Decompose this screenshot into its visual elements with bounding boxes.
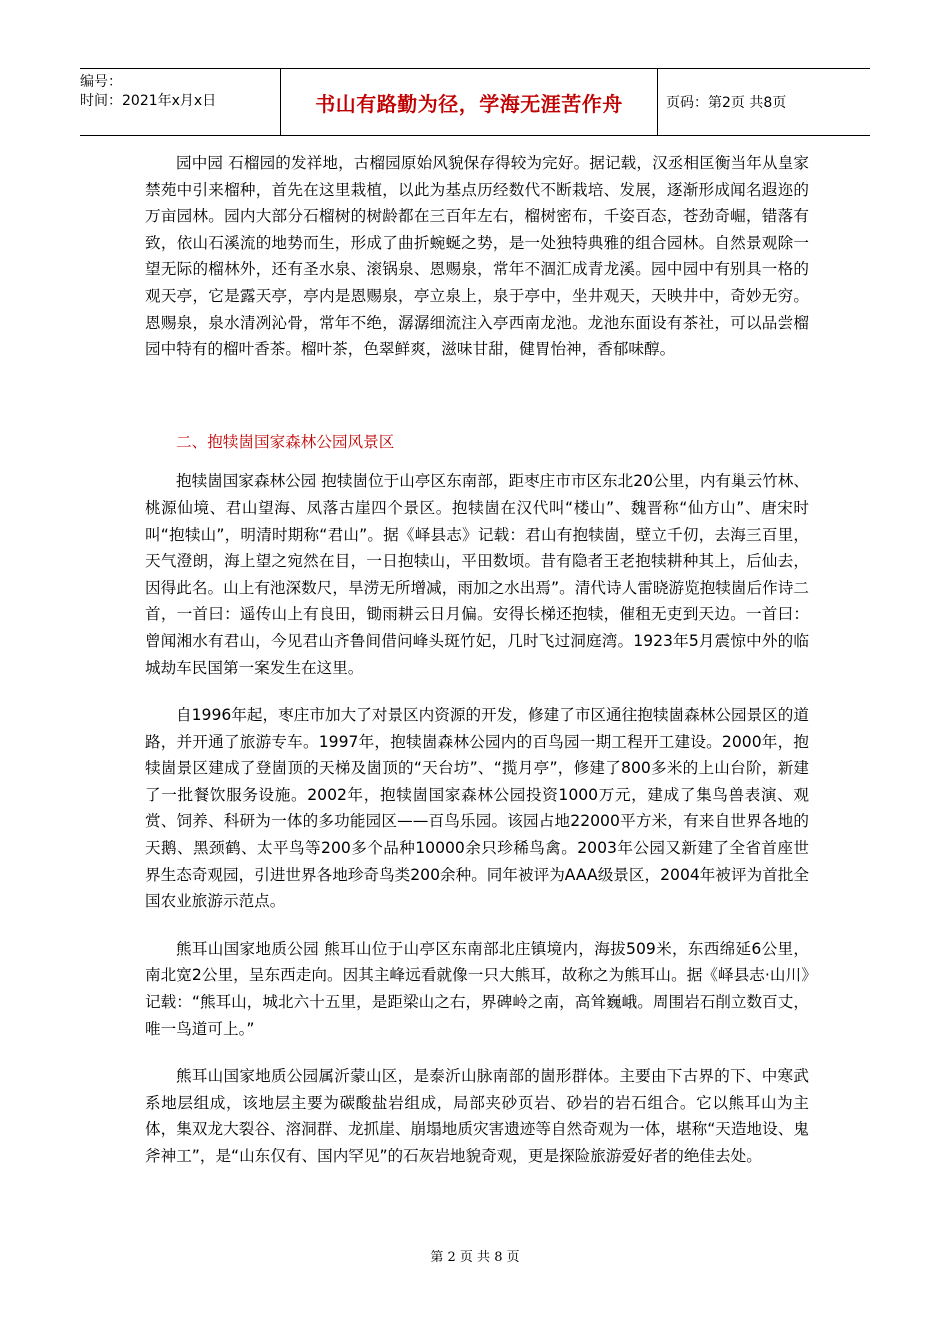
header-page-label: 页码：第2页 共8页 bbox=[666, 95, 787, 111]
header-motto: 书山有路勤为径，学海无涯苦作舟 bbox=[280, 69, 658, 135]
paragraph-baodugu-park: 抱犊崮国家森林公园 抱犊崮位于山亭区东南部，距枣庄市市区东北20公里，内有巢云竹林、桃源仙境、君山望海、凤落古崖四个景区。抱犊崮在汉代叫“楼山”、魏晋称“仙方山”、唐宋时叫“抱犊山”，明清时期称“君山”。据《峄县志》记载：君山有抱犊崮，壁立千仞，去海三百里，天气澄朗，海上望之宛然在目，一日抱犊山，平田数顷。昔有隐者王老抱犊耕种其上，后仙去，因得此名。山上有池深数尺，旱涝无所增减，雨加之水出焉”。清代诗人雷晓游览抱犊崮后作诗二首，一首曰：遥传山上有良田，锄雨耕云日月偏。安得长梯还抱犊，催租无吏到天边。一首曰：曾闻湘水有君山，今见君山齐鲁间借问峰头斑竹妃，几时飞过洞庭湾。1923年5月震惊中外的临城劫车民国第一案发生在这里。 bbox=[145, 472, 809, 677]
paragraph-pomegranate-garden: 园中园 石榴园的发祥地，古榴园原始风貌保存得较为完好。据记载，汉丞相匡衡当年从皇家禁苑中引来榴种，首先在这里栽植，以此为基点历经数代不断栽培、发展，逐渐形成闻名遐迩的万亩园林。园内大部分石榴树的树龄都在三百年左右，榴树密布，千姿百态，苍劲奇崛，错落有致，依山石溪流的地势而生，形成了曲折蜿蜒之势，是一处独特典雅的组合园林。自然景观除一望无际的榴林外，还有圣水泉、滚锅泉、恩赐泉，常年不涸汇成青龙溪。园中园中有别具一格的观天亭，它是露天亭，亭内是恩赐泉，亭立泉上，泉于亭中，坐井观天，天映井中，奇妙无穷。恩赐泉，泉水清冽沁骨，常年不绝，潺潺细流注入亭西南龙池。龙池东面设有茶社，可以品尝榴园中特有的榴叶香茶。榴叶茶，色翠鲜爽，滋味甘甜，健胃怡神，香郁味醇。 bbox=[145, 154, 809, 359]
document-date-label: 时间：2021年x月x日 bbox=[80, 93, 217, 109]
section-heading: 二、抱犊崮国家森林公园风景区 bbox=[176, 432, 395, 451]
paragraph-xiong-er-mountain: 熊耳山国家地质公园 熊耳山位于山亭区东南部北庄镇境内，海拔509米，东西绵延6公里，南北宽2公里，呈东西走向。因其主峰远看就像一只大熊耳，故称之为熊耳山。据《峄县志·山川》记载：“熊耳山，城北六十五里，是距梁山之右，界碑岭之南，高耸巍峨。周围岩石削立数百丈，唯一鸟道可上。” bbox=[145, 939, 809, 1038]
document-number-label: 编号： bbox=[80, 74, 122, 90]
paragraph-development: 自1996年起，枣庄市加大了对景区内资源的开发，修建了市区通往抱犊崮森林公园景区的道路，并开通了旅游专车。1997年，抱犊崮森林公园内的百鸟园一期工程开工建设。2000年，抱犊崮景区建成了登崮顶的天梯及崮顶的“天台坊”、“揽月亭”，修建了800多米的上山台阶，新建了一批餐饮服务设施。2002年，抱犊崮国家森林公园投资1000万元，建成了集鸟兽表演、观赏、饲养、科研为一体的多功能园区——百鸟乐园。该园占地22000平方米，有来自世界各地的天鹅、黑颈鹤、太平鸟等200多个品种10000余只珍稀鸟禽。2003年公园又新建了全省首座世界生态奇观园，引进世界各地珍奇鸟类200余种。同年被评为AAA级景区，2004年被评为首批全国农业旅游示范点。 bbox=[145, 706, 809, 911]
document-body bbox=[145, 150, 809, 1170]
header-meta bbox=[80, 69, 280, 135]
paragraph-geopark: 熊耳山国家地质公园属沂蒙山区，是泰沂山脉南部的崮形群体。主要由下古界的下、中寒武系地层组成，该地层主要为碳酸盐岩组成，局部夹砂页岩、砂岩的岩石组合。它以熊耳山为主体，集双龙大裂谷、溶洞群、龙抓崖、崩塌地质灾害遗迹等自然奇观为一体，堪称“天造地设、鬼斧神工”，是“山东仅有、国内罕见”的石灰岩地貌奇观，更是探险旅游爱好者的绝佳去处。 bbox=[145, 1067, 809, 1165]
page-header bbox=[80, 68, 870, 136]
page-footer: 第 2 页 共 8 页 bbox=[430, 1250, 520, 1265]
